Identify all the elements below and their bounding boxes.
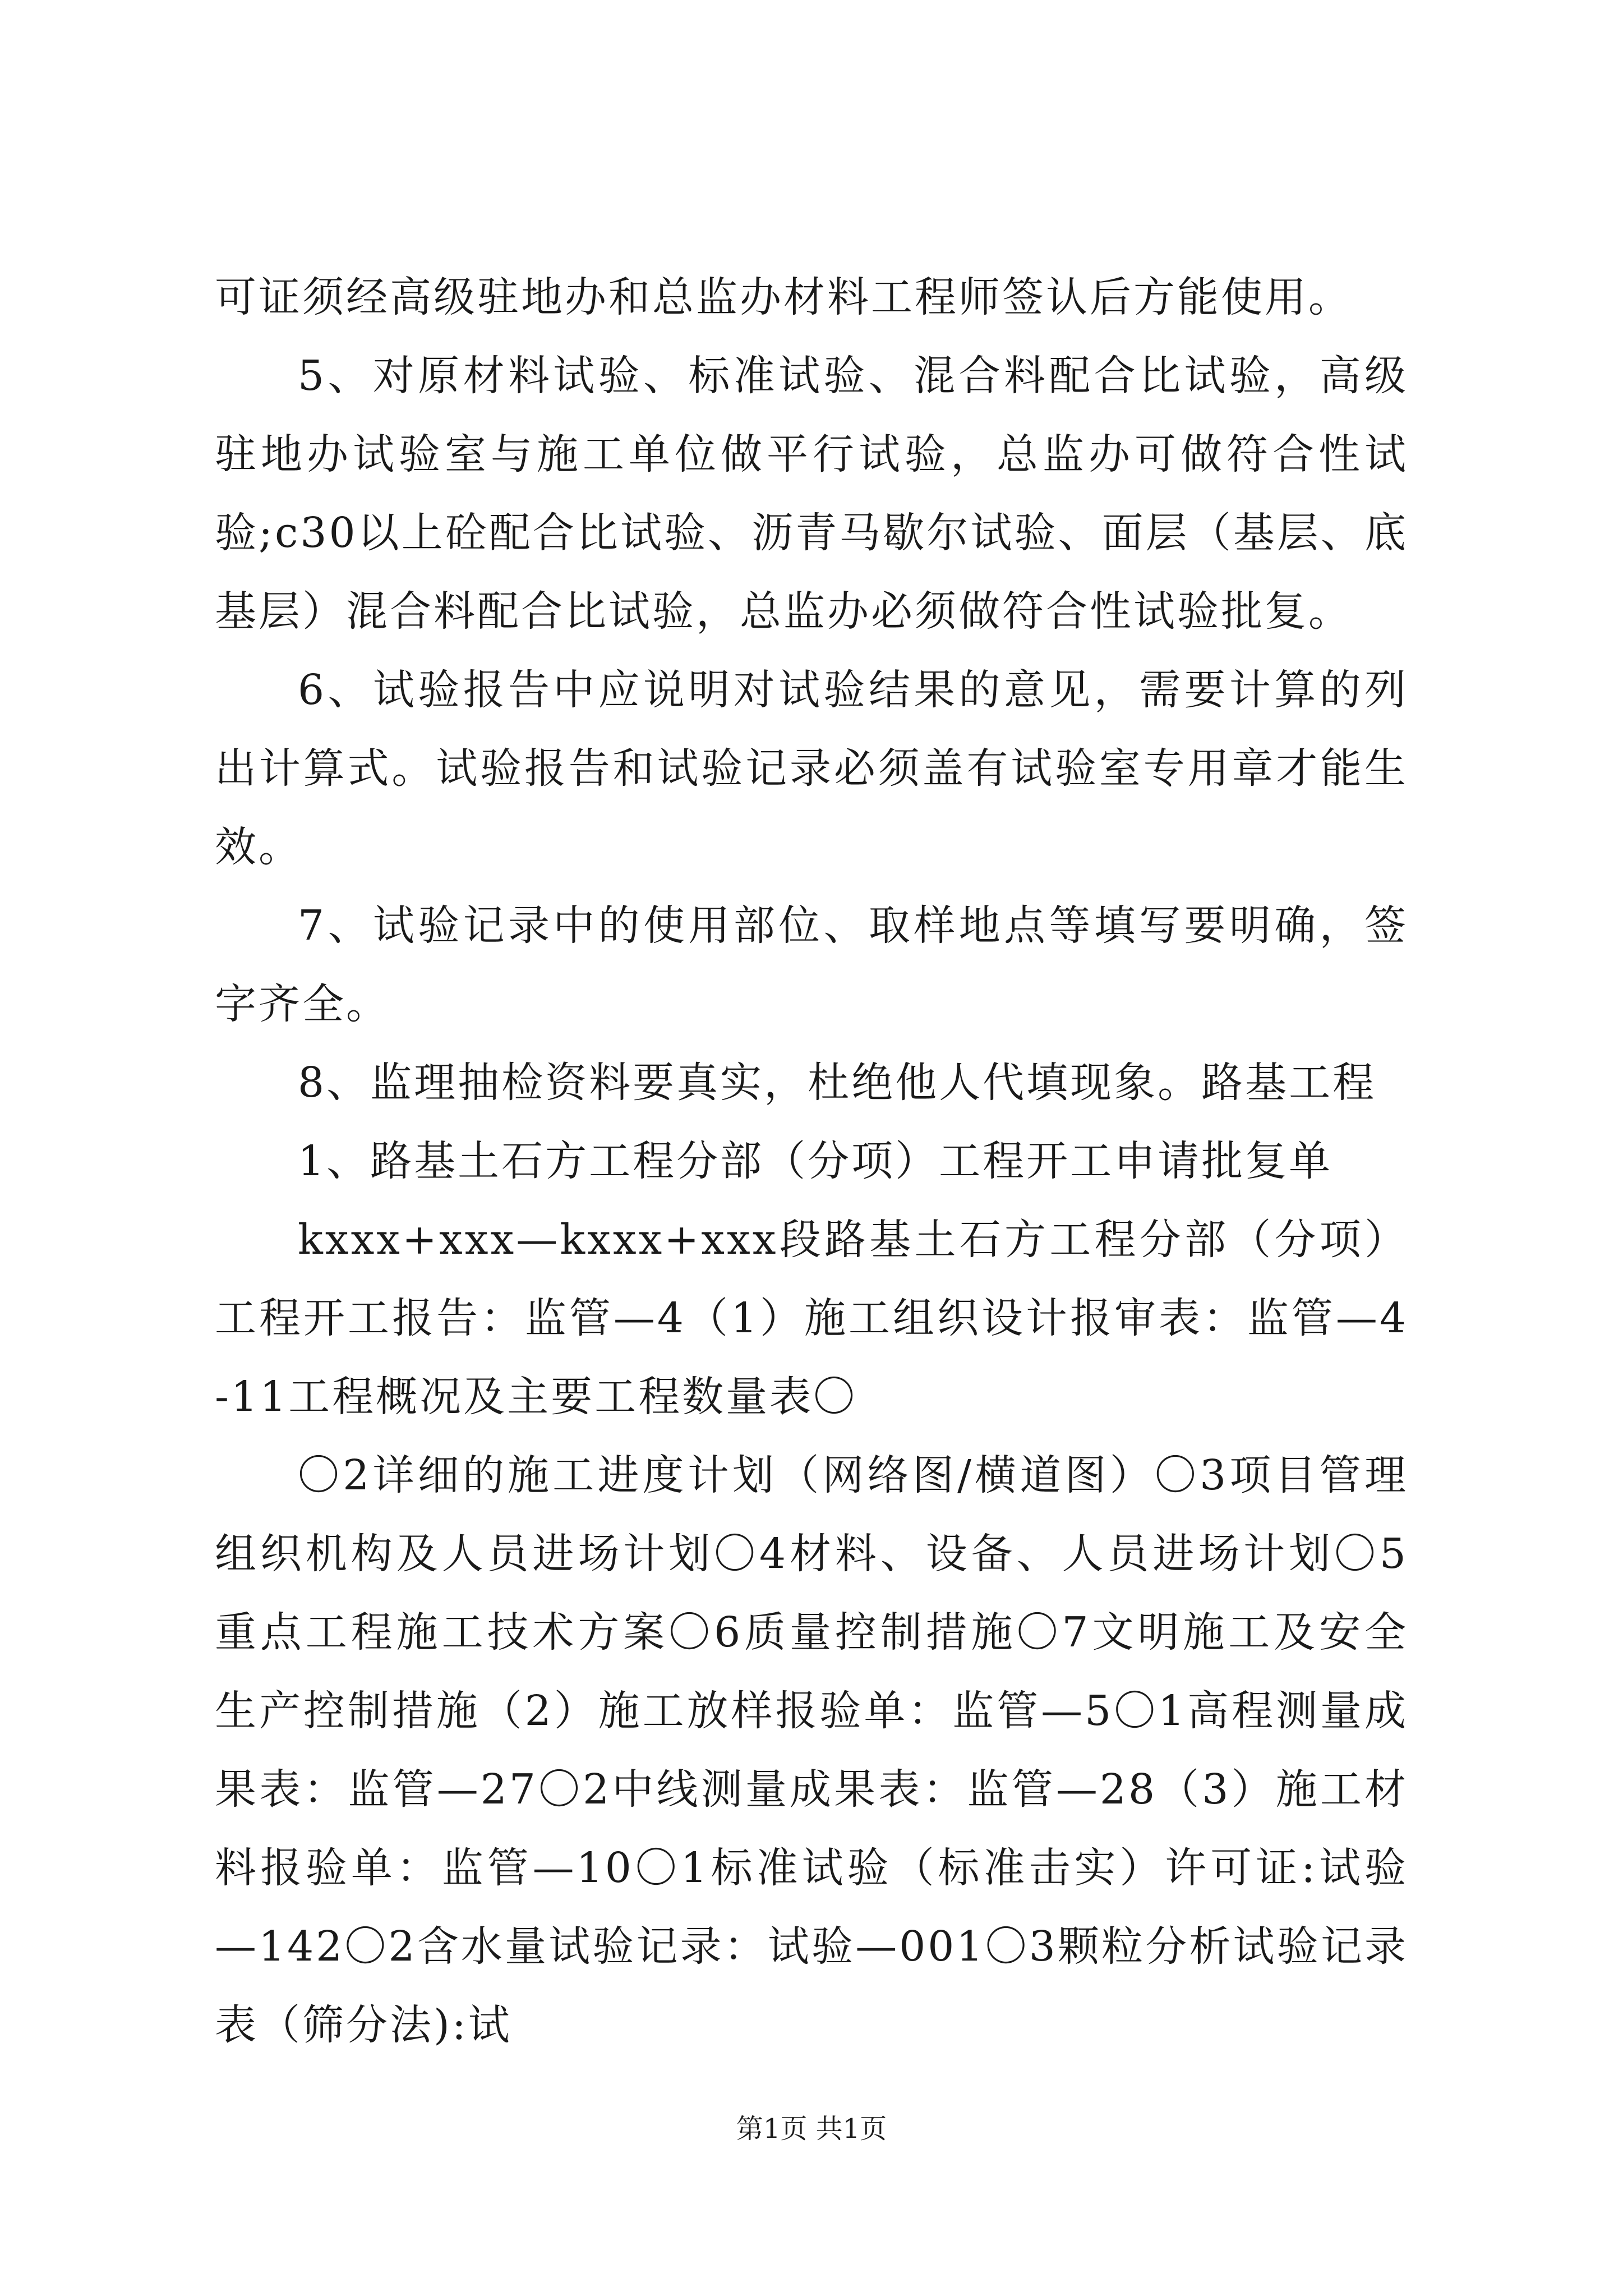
paragraph-section-report: kxxx+xxx—kxxx+xxx段路基土石方工程分部（分项）工程开工报告：监管—4（1）施工组织设计报审表：监管—4-11工程概况及主要工程数量表〇 <box>215 1216 1408 1421</box>
paragraph-roadbed-1: 1、路基土石方工程分部（分项）工程开工申请批复单 <box>298 1137 1333 1185</box>
paragraph-item-5: 5、对原材料试验、标准试验、混合料配合比试验，高级驻地办试验室与施工单位做平行试验，总监办可做符合性试验;c30以上砼配合比试验、沥青马歇尔试验、面层（基层、底基层）混合料配合比试验，总监办必须做符合性试验批复。 <box>215 352 1408 636</box>
paragraph-continuation: 可证须经高级驻地办和总监办材料工程师签认后方能使用。 <box>215 273 1352 321</box>
document-body <box>215 258 1408 2064</box>
paragraph-item-6: 6、试验报告中应说明对试验结果的意见，需要计算的列出计算式。试验报告和试验记录必须盖有试验室专用章才能生效。 <box>215 666 1408 871</box>
paragraph-attachments: 〇2详细的施工进度计划（网络图/横道图）〇3项目管理组织机构及人员进场计划〇4材料、设备、人员进场计划〇5重点工程施工技术方案〇6质量控制措施〇7文明施工及安全生产控制措施（2）施工放样报验单：监管—5〇1高程测量成果表：监管—27〇2中线测量成果表：监管—28（3）施工材料报验单：监管—10〇1标准试验（标准击实）许可证:试验—142〇2含水量试验记录：试验—001〇3颗粒分析试验记录表（筛分法):试 <box>215 1451 1408 2049</box>
paragraph-item-8: 8、监理抽检资料要真实，杜绝他人代填现象。路基工程 <box>298 1059 1377 1107</box>
paragraph-item-7: 7、试验记录中的使用部位、取样地点等填写要明确，签字齐全。 <box>215 901 1408 1028</box>
page-footer: 第1页 共1页 <box>736 2113 887 2145</box>
